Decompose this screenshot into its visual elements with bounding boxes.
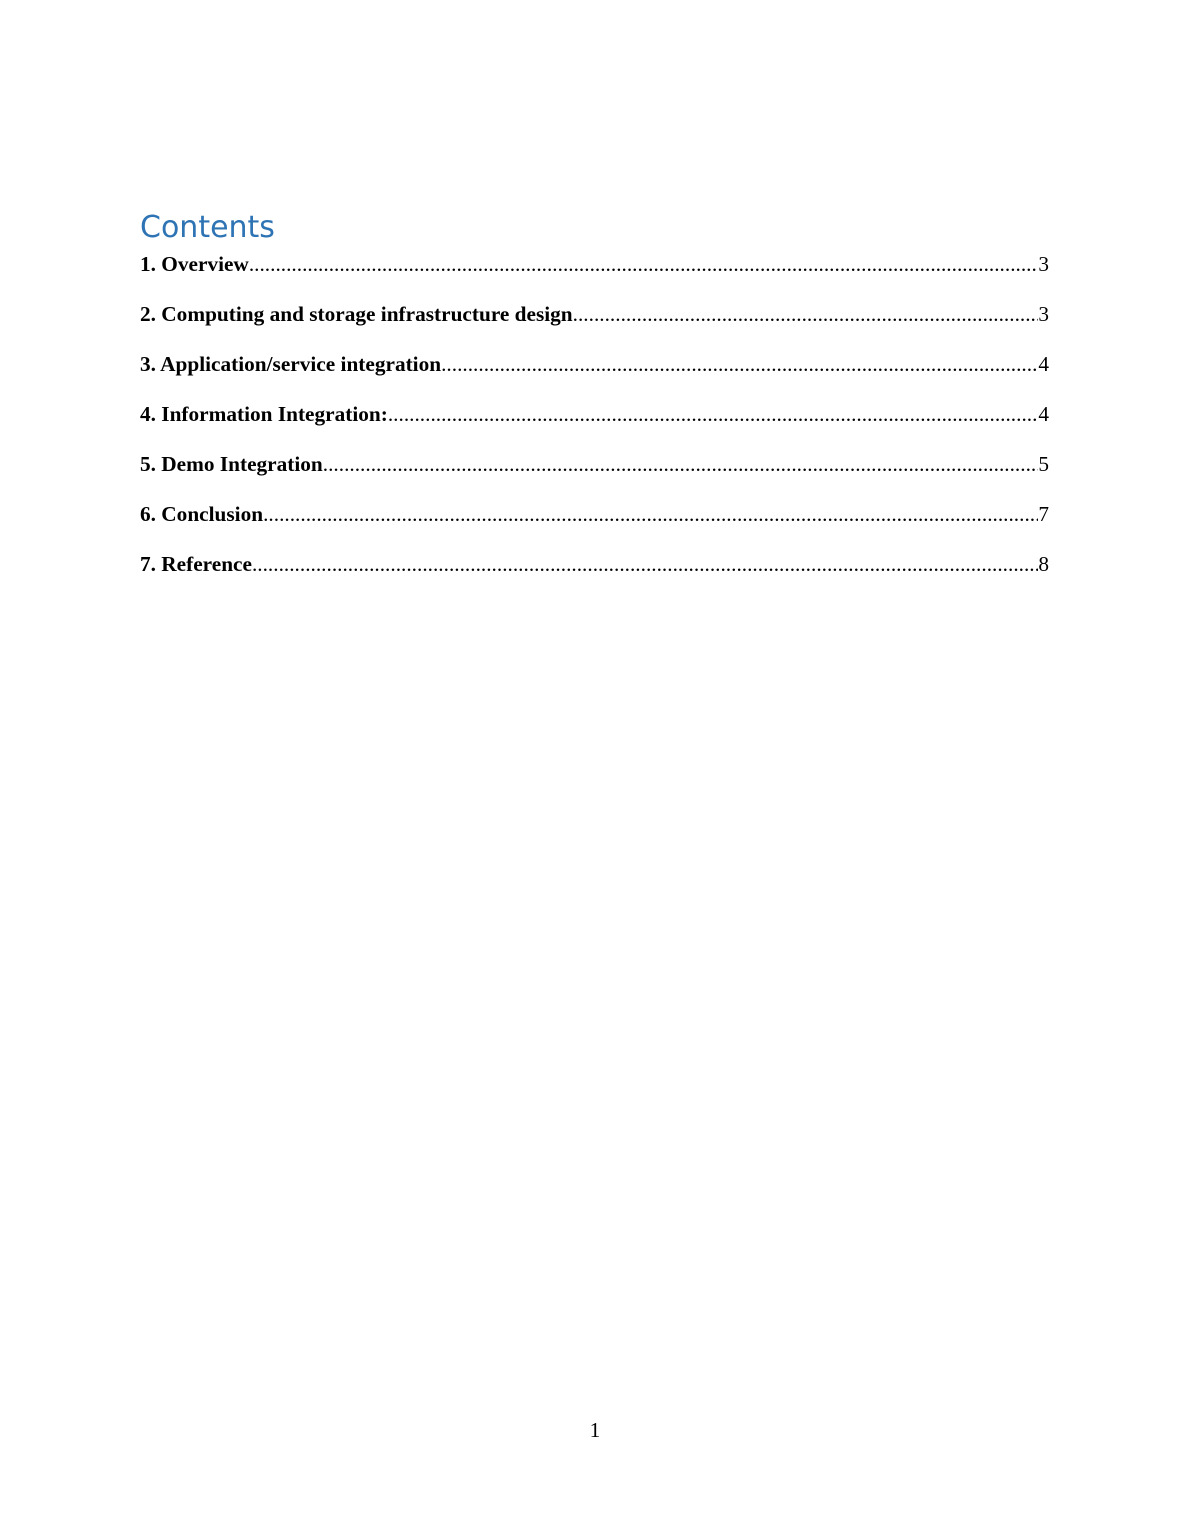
toc-entry-label: 6. Conclusion: [140, 502, 264, 526]
toc-entry-infrastructure-design[interactable]: [140, 300, 1049, 350]
toc-dot-leader: [388, 400, 1038, 428]
toc-entry-label: 3. Application/service integration: [140, 352, 442, 376]
toc-dot-leader: [323, 450, 1039, 478]
toc-entry-page: 3: [1038, 302, 1049, 326]
toc-entry-information-integration[interactable]: [140, 400, 1049, 450]
toc-dot-leader: [249, 250, 1039, 278]
toc-dot-leader: [441, 350, 1038, 378]
page-number: 1: [589, 1418, 601, 1442]
toc-entry-page: 7: [1038, 502, 1049, 526]
toc-entry-overview[interactable]: [140, 250, 1049, 300]
toc-entry-page: 8: [1038, 552, 1049, 576]
toc-entry-page: 3: [1038, 252, 1049, 276]
toc-entry-page: 4: [1038, 352, 1049, 376]
toc-dot-leader: [573, 300, 1039, 328]
toc-entry-label: 5. Demo Integration: [140, 452, 323, 476]
toc-entry-reference[interactable]: [140, 550, 1049, 600]
toc-heading: Contents: [140, 210, 275, 245]
toc-entry-application-integration[interactable]: [140, 350, 1049, 400]
toc-entry-page: 5: [1038, 452, 1049, 476]
toc-dot-leader: [252, 550, 1038, 578]
toc-dot-leader: [263, 500, 1038, 528]
toc-entry-label: 1. Overview: [140, 252, 249, 276]
toc-entry-demo-integration[interactable]: [140, 450, 1049, 500]
toc-entry-label: 2. Computing and storage infrastructure design: [140, 302, 573, 326]
toc-entry-label: 7. Reference: [140, 552, 252, 576]
table-of-contents: [140, 250, 1049, 600]
toc-entry-label: 4. Information Integration:: [140, 402, 388, 426]
toc-entry-page: 4: [1038, 402, 1049, 426]
toc-entry-conclusion[interactable]: [140, 500, 1049, 550]
